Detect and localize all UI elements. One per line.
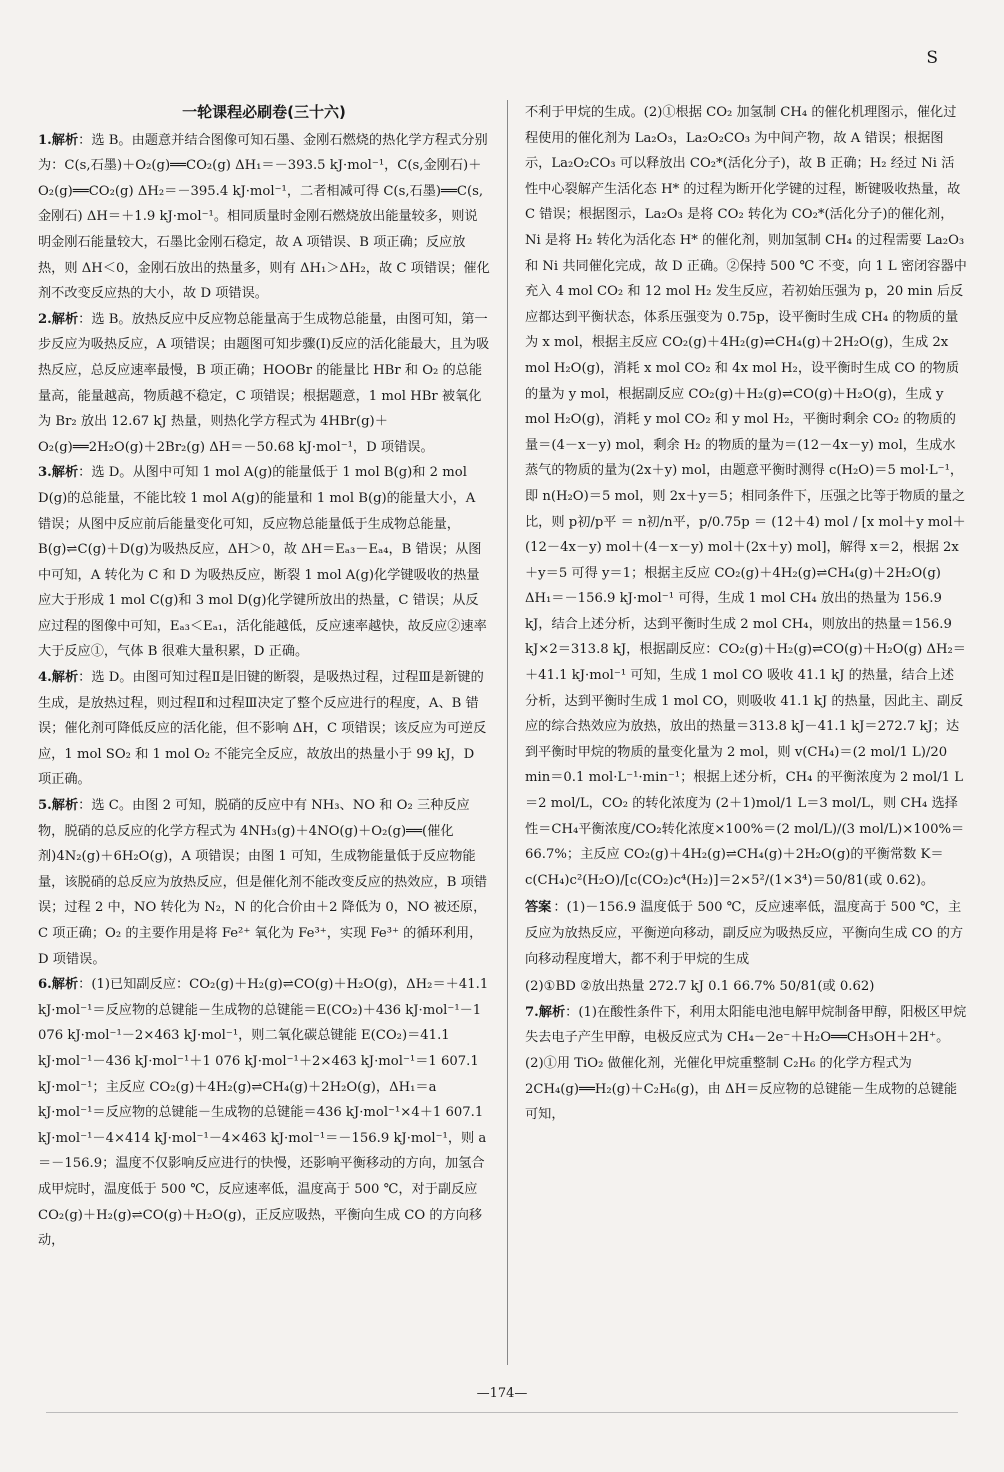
item-text: ：(1)已知副反应：CO₂(g)＋H₂(g)⇌CO(g)＋H₂O(g)，ΔH₂＝＋41.1 kJ·mol⁻¹＝反应物的总键能－生成物的总键能＝E(CO₂)＋436 kJ·mol⁻¹－1 076 kJ·mol⁻¹－2×463 kJ·mol⁻¹，则二氧化碳总键能 E(CO₂)＝41.1 kJ·mol⁻¹－436 kJ·mol⁻¹＋1 076 kJ·mol⁻¹＋2×463 kJ·mol⁻¹＝1 607.1 kJ·mol⁻¹；主反应 CO₂(g)＋4H₂(g)⇌CH₄(g)＋2H₂O(g)，ΔH₁＝a kJ·mol⁻¹＝反应物的总键能－生成物的总键能＝436 kJ·mol⁻¹×4＋1 607.1 kJ·mol⁻¹－4×414 kJ·mol⁻¹－4×463 kJ·mol⁻¹＝－156.9 kJ·mol⁻¹，则 a＝－156.9；温度不仅影响反应进行的快慢，还影响平衡移动的方向，加氢合成甲烷时，温度低于 500 ℃，反应速率低，温度高于 500 ℃，对于副反应 CO₂(g)＋H₂(g)⇌CO(g)＋H₂O(g)，正反应吸热，平衡向生成 CO 的方向移动， (38, 977, 489, 1249)
item-number: 5. (38, 798, 52, 814)
item-keyword: 解析 (538, 1004, 566, 1020)
item-keyword: 解析 (51, 465, 79, 481)
item-text: ：选 C。由图 2 可知，脱硝的反应中有 NH₃、NO 和 O₂ 三种反应物，脱硝的总反应的化学方程式为 4NH₃(g)＋4NO(g)＋O₂(g)══(催化剂)4N₂(g)＋6H₂O(g)，A 项错误；由图 1 可知，生成物能量低于反应物能量，该脱硝的总反应为放热反应，但是催化剂不能改变反应的热效应，B 项错误；过程 2 中，NO 转化为 N₂，N 的化合价由＋2 降低为 0，NO 被还原，C 项正确；O₂ 的主要作用是将 Fe²⁺ 氧化为 Fe³⁺，实现 Fe³⁺ 的循环利用，D 项错误。 (38, 798, 488, 967)
item-text: ：(1)在酸性条件下，利用太阳能电池电解甲烷制备甲醇，阳极区甲烷失去电子产生甲醇，电极反应式为 CH₄－2e⁻＋H₂O══CH₃OH＋2H⁺。(2)①用 TiO₂ 做催化剂，光催化甲烷重整制 C₂H₆ 的化学方程式为 2CH₄(g)══H₂(g)＋C₂H₆(g)，由 ΔH＝反应物的总键能－生成物的总键能可知， (525, 1004, 967, 1123)
item-6-continued: 不利于甲烷的生成。(2)①根据 CO₂ 加氢制 CH₄ 的催化机理图示，催化过程使用的催化剂为 La₂O₃，La₂O₂CO₃ 为中间产物，故 A 错误；根据图示，La₂O₂CO₃ 可以释放出 CO₂*(活化分子)，故 B 正确；H₂ 经过 Ni 活性中心裂解产生活化态 H* 的过程为断开化学键的过程，断键吸收热量，故 C 错误；根据图示，La₂O₃ 是将 CO₂ 转化为 CO₂*(活化分子)的催化剂，Ni 是将 H₂ 转化为活化态 H* 的催化剂，则加氢制 CH₄ 的过程需要 La₂O₃ 和 Ni 共同催化完成，故 D 正确。②保持 500 ℃ 不变，向 1 L 密闭容器中充入 4 mol CO₂ 和 12 mol H₂ 发生反应，若初始压强为 p，20 min 后反应都达到平衡状态，体系压强变为 0.75p，设平衡时生成 CH₄ 的物质的量为 x mol，根据主反应 CO₂(g)＋4H₂(g)⇌CH₄(g)＋2H₂O(g)，生成 2x mol H₂O(g)，消耗 x mol CO₂ 和 4x mol H₂，设平衡时生成 CO 的物质的量为 y mol，根据副反应 CO₂(g)＋H₂(g)⇌CO(g)＋H₂O(g)，生成 y mol H₂O(g)，消耗 y mol CO₂ 和 y mol H₂，平衡时剩余 CO₂ 的物质的量＝(4－x－y) mol，剩余 H₂ 的物质的量为＝(12－4x－y) mol，生成水蒸气的物质的量为(2x＋y) mol，由题意平衡时测得 c(H₂O)＝5 mol·L⁻¹，即 n(H₂O)＝5 mol，则 2x＋y＝5；相同条件下，压强之比等于物质的量之比，则 p初/p平 ＝ n初/n平，p/0.75p ＝ (12＋4) mol / [x mol＋y mol＋(12－4x－y) mol＋(4－x－y) mol＋(2x＋y) mol]，解得 x＝2，根据 2x＋y＝5 可得 y＝1；根据主反应 CO₂(g)＋4H₂(g)⇌CH₄(g)＋2H₂O(g) ΔH₁＝－156.9 kJ·mol⁻¹ 可得，生成 1 mol CH₄ 放出的热量为 156.9 kJ，结合上述分析，达到平衡时生成 2 mol CH₄，则放出的热量＝156.9 kJ×2＝313.8 kJ，根据副反应：CO₂(g)＋H₂(g)⇌CO(g)＋H₂O(g) ΔH₂＝＋41.1 kJ·mol⁻¹ 可知，生成 1 mol CO 吸收 41.1 kJ 的热量，结合上述分析，达到平衡时生成 1 mol CO，则吸收 41.1 kJ 的热量，因此主、副反应的综合热效应为放热，放出的热量＝313.8 kJ－41.1 kJ＝272.7 kJ；达到平衡时甲烷的物质的量变化量为 2 mol，则 v(CH₄)＝(2 mol/1 L)/20 min＝0.1 mol·L⁻¹·min⁻¹；根据上述分析，CH₄ 的平衡浓度为 2 mol/1 L＝2 mol/L，CO₂ 的转化浓度为 (2＋1)mol/1 L＝3 mol/L，则 CH₄ 选择性＝CH₄平衡浓度/CO₂转化浓度×100%＝(2 mol/L)/(3 mol/L)×100%＝66.7%；主反应 CO₂(g)＋4H₂(g)⇌CH₄(g)＋2H₂O(g)的平衡常数 K＝c(CH₄)c²(H₂O)/[c(CO₂)c⁴(H₂)]＝2×5²/(1×3⁴)＝50/81(或 0.62)。 (525, 105, 967, 888)
answer-item (38, 128, 490, 307)
bottom-rule (46, 1412, 958, 1413)
item-7 (525, 1000, 967, 1128)
answer-item (38, 793, 490, 972)
answer-item (38, 665, 490, 793)
item-text: ：选 D。由图可知过程Ⅱ是旧键的断裂，是吸热过程，过程Ⅲ是新键的生成，是放热过程，则过程Ⅱ和过程Ⅲ决定了整个反应进行的程度，A、B 错误；催化剂可降低反应的活化能，但不影响 ΔH，C 项错误；该反应为可逆反应，1 mol SO₂ 和 1 mol O₂ 不能完全反应，故放出的热量小于 99 kJ，D 项正确。 (38, 670, 487, 788)
answer-item (38, 307, 490, 461)
right-column (525, 100, 967, 1128)
corner-mark: S (926, 48, 938, 68)
item-text: ：选 B。放热反应中反应物总能量高于生成物总能量，由图可知，第一步反应为吸热反应，A 项错误；由题图可知步骤(Ⅰ)反应的活化能最大，且为吸热反应，总反应速率最慢，B 项正确；HOOBr 的能量比 HBr 和 O₂ 的总能量高，能量越高，物质越不稳定，C 项错误；根据题意，1 mol HBr 被氧化为 Br₂ 放出 12.67 kJ 热量，则热化学方程式为 4HBr(g)＋O₂(g)══2H₂O(g)＋2Br₂(g) ΔH＝－50.68 kJ·mol⁻¹，D 项错误。 (38, 311, 490, 455)
item-keyword: 解析 (51, 132, 79, 148)
answer-item (38, 460, 490, 665)
item-number: 1. (38, 132, 52, 148)
item-number: 7. (525, 1004, 539, 1020)
item-text: ：选 D。从图中可知 1 mol A(g)的能量低于 1 mol B(g)和 2 mol D(g)的总能量，不能比较 1 mol A(g)的能量和 1 mol B(g)的能量大小，A 错误；从图中反应前后能量变化可知，反应物总能量低于生成物总能量，B(g)⇌C(g)＋D(g)为吸热反应，ΔH＞0，故 ΔH＝Eₐ₃－Eₐ₄，B 错误；从图中可知，A 转化为 C 和 D 为吸热反应，断裂 1 mol A(g)化学键吸收的热量应大于形成 1 mol C(g)和 3 mol D(g)化学键所放出的热量，C 错误；从反应过程的图像中可知，Eₐ₃＜Eₐ₁，活化能越低，反应速率越快，故反应②速率大于反应①，气体 B 很难大量积累，D 正确。 (38, 465, 487, 660)
column-divider (507, 100, 508, 1365)
answer-part-1: ：(1)－156.9 温度低于 500 ℃，反应速率低，温度高于 500 ℃，主反应为放热反应，平衡逆向移动，副反应为吸热反应，平衡向生成 CO 的方向移动程度增大，都不利于甲烷的生成 (525, 900, 964, 967)
item-keyword: 解析 (51, 977, 79, 993)
item-number: 3. (38, 465, 52, 481)
answer-item (38, 972, 490, 1254)
item-number: 6. (38, 977, 52, 993)
item-keyword: 解析 (51, 670, 79, 686)
answer-block (525, 895, 967, 972)
item-number: 2. (38, 311, 52, 327)
item-keyword: 解析 (51, 311, 79, 327)
item-text: ：选 B。由题意并结合图像可知石墨、金刚石燃烧的热化学方程式分别为：C(s,石墨)＋O₂(g)══CO₂(g) ΔH₁＝－393.5 kJ·mol⁻¹，C(s,金刚石)＋O₂(g)══CO₂(g) ΔH₂＝－395.4 kJ·mol⁻¹，二者相减可得 C(s,石墨)══C(s,金刚石) ΔH＝＋1.9 kJ·mol⁻¹。相同质量时金刚石燃烧放出能量较多，则说明金刚石能量较大，石墨比金刚石稳定，故 A 项错误、B 项正确；反应放热，则 ΔH＜0，金刚石放出的热量多，则有 ΔH₁＞ΔH₂，故 C 项错误；催化剂不改变反应热的大小，故 D 项错误。 (38, 132, 490, 302)
answer-keyword: 答案 (525, 900, 552, 916)
left-items (38, 128, 490, 1254)
answer-part-2: (2)①BD ②放出热量 272.7 kJ 0.1 66.7% 50/81(或 0.62) (525, 979, 875, 995)
item-keyword: 解析 (51, 798, 79, 814)
page-number: —174— (476, 1386, 528, 1401)
item-number: 4. (38, 670, 52, 686)
page-title: 一轮课程必刷卷(三十六) (182, 103, 346, 121)
left-column (38, 100, 490, 1254)
